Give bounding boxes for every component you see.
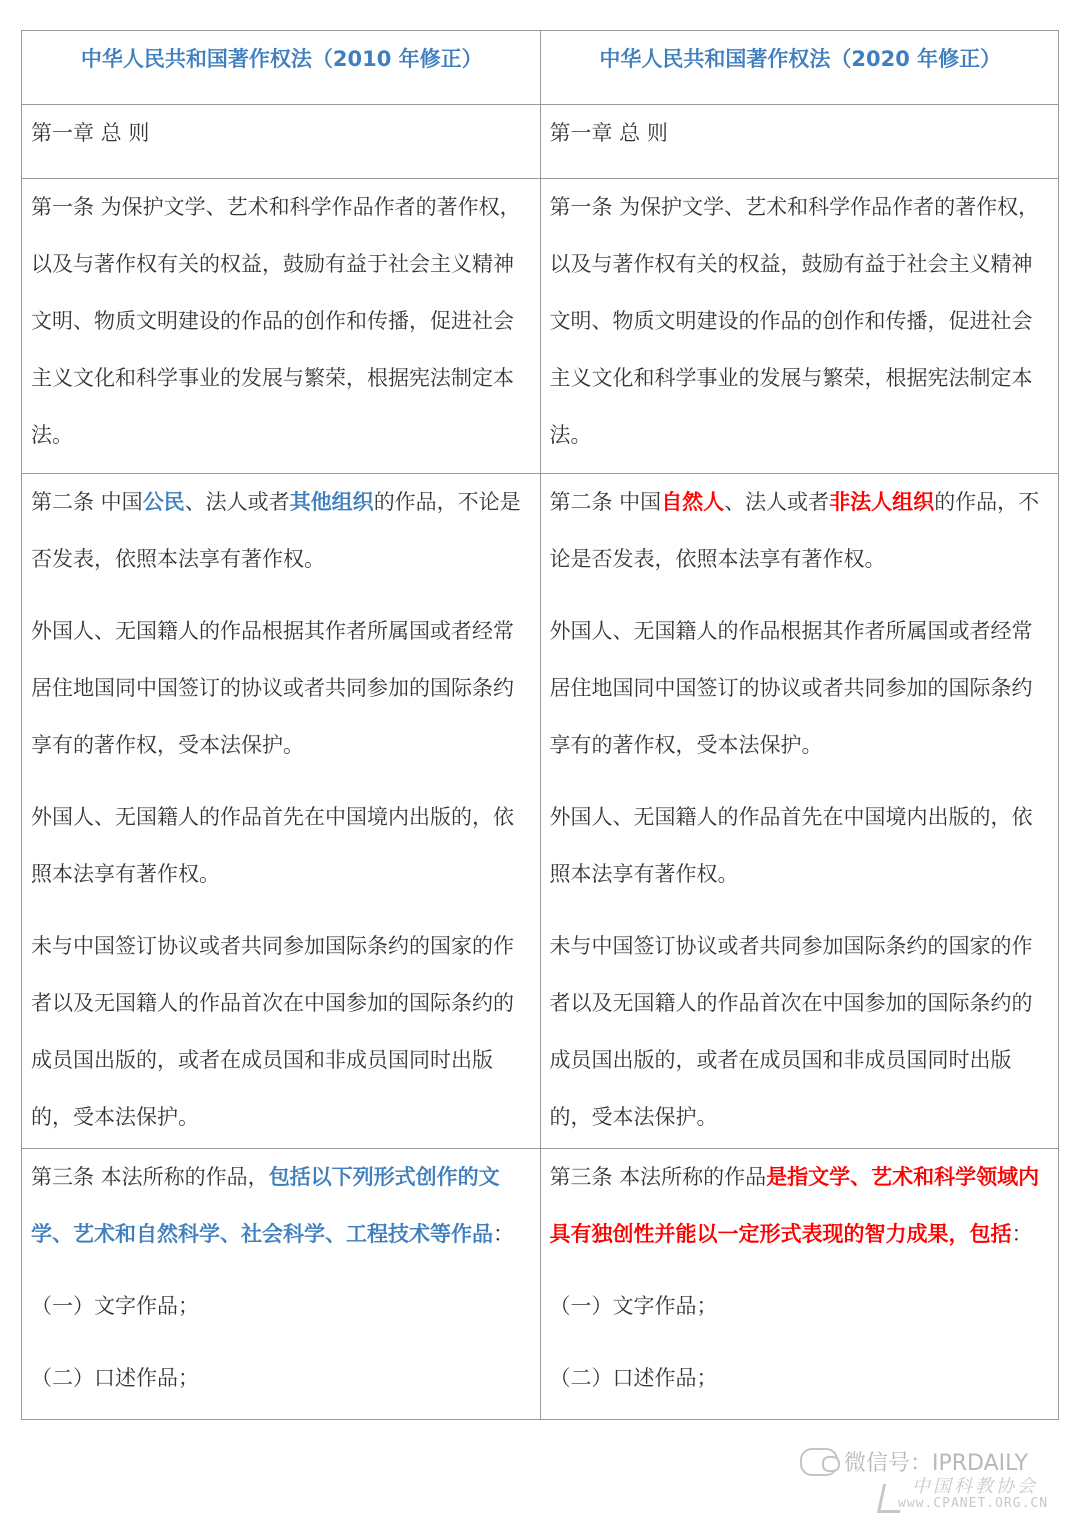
wechat-id: 微信号：IPRDAILY (844, 1451, 1028, 1476)
seal-site: www.CPANET.ORG.CN (898, 1496, 1049, 1511)
article-3-2020 (540, 1149, 1059, 1420)
article-1-text: 第一条 为保护文学、艺术和科学作品作者的著作权，以及与著作权有关的权益，鼓励有益于社会主义精神文明、物质文明建设的作品的创作和传播，促进社会主义文化和科学事业的发展与繁荣，根据宪法制定本法。 (31, 195, 521, 447)
changed-clause: 是指文学、艺术和科学领域内具有独创性并能以一定形式表现的智力成果，包括 (549, 1165, 1040, 1246)
article-3-item-1: （一）文字作品； (549, 1294, 718, 1318)
changed-term: 公民 (142, 490, 185, 514)
comparison-table (21, 30, 1059, 1420)
article-3-para-1: 第三条 本法所称的作品是指文学、艺术和科学领域内具有独创性并能以一定形式表现的智力成果，包括： (549, 1165, 1040, 1246)
article-1-text: 第一条 为保护文学、艺术和科学作品作者的著作权，以及与著作权有关的权益，鼓励有益于社会主义精神文明、物质文明建设的作品的创作和传播，促进社会主义文化和科学事业的发展与繁荣，根据宪法制定本法。 (549, 195, 1040, 447)
article-1-2020 (540, 179, 1059, 474)
article-2-para-3: 外国人、无国籍人的作品首先在中国境内出版的，依照本法享有著作权。 (31, 805, 514, 886)
changed-term: 非法人组织 (829, 490, 935, 514)
article-3-2010 (22, 1149, 541, 1420)
header-2010: 中华人民共和国著作权法（2010 年修正） (22, 31, 541, 105)
article-3-para-1: 第三条 本法所称的作品，包括以下列形式创作的文学、艺术和自然科学、社会科学、工程技术等作品： (31, 1165, 514, 1246)
article-1-row (22, 179, 1059, 474)
article-2-para-2: 外国人、无国籍人的作品根据其作者所属国或者经常居住地国同中国签订的协议或者共同参加的国际条约享有的著作权，受本法保护。 (31, 619, 514, 757)
association-seal (880, 1478, 1050, 1518)
article-3-item-2: （二）口述作品； (549, 1366, 718, 1390)
header-row (22, 31, 1059, 105)
article-2-para-3: 外国人、无国籍人的作品首先在中国境内出版的，依照本法享有著作权。 (549, 805, 1033, 886)
chapter-row (22, 105, 1059, 179)
article-3-row (22, 1149, 1059, 1420)
changed-term: 自然人 (661, 490, 725, 514)
chapter-2020 (540, 105, 1059, 179)
article-3-item-1: （一）文字作品； (31, 1294, 199, 1318)
article-2-row (22, 474, 1059, 1149)
article-2-para-4: 未与中国签订协议或者共同参加国际条约的国家的作者以及无国籍人的作品首次在中国参加的国际条约的成员国出版的，或者在成员国和非成员国同时出版的，受本法保护。 (31, 934, 514, 1129)
article-2-2020 (540, 474, 1059, 1149)
article-2-para-4: 未与中国签订协议或者共同参加国际条约的国家的作者以及无国籍人的作品首次在中国参加的国际条约的成员国出版的，或者在成员国和非成员国同时出版的，受本法保护。 (549, 934, 1033, 1129)
chapter-title: 第一章 总 则 (549, 121, 668, 145)
chapter-title: 第一章 总 则 (31, 121, 150, 145)
article-2-para-1: 第二条 中国公民、法人或者其他组织的作品，不论是否发表，依照本法享有著作权。 (31, 490, 521, 571)
article-2-para-2: 外国人、无国籍人的作品根据其作者所属国或者经常居住地国同中国签订的协议或者共同参加的国际条约享有的著作权，受本法保护。 (549, 619, 1033, 757)
article-1-2010 (22, 179, 541, 474)
seal-name: 中国科教协会 (912, 1476, 1038, 1497)
chapter-2010 (22, 105, 541, 179)
article-3-item-2: （二）口述作品； (31, 1366, 199, 1390)
header-2020: 中华人民共和国著作权法（2020 年修正） (540, 31, 1059, 105)
article-2-para-1: 第二条 中国自然人、法人或者非法人组织的作品，不论是否发表，依照本法享有著作权。 (549, 490, 1040, 571)
changed-clause: 包括以下列形式创作的文学、艺术和自然科学、社会科学、工程技术等作品 (31, 1165, 500, 1246)
wechat-icon (800, 1448, 838, 1476)
changed-term: 其他组织 (289, 490, 374, 514)
article-2-2010 (22, 474, 541, 1149)
